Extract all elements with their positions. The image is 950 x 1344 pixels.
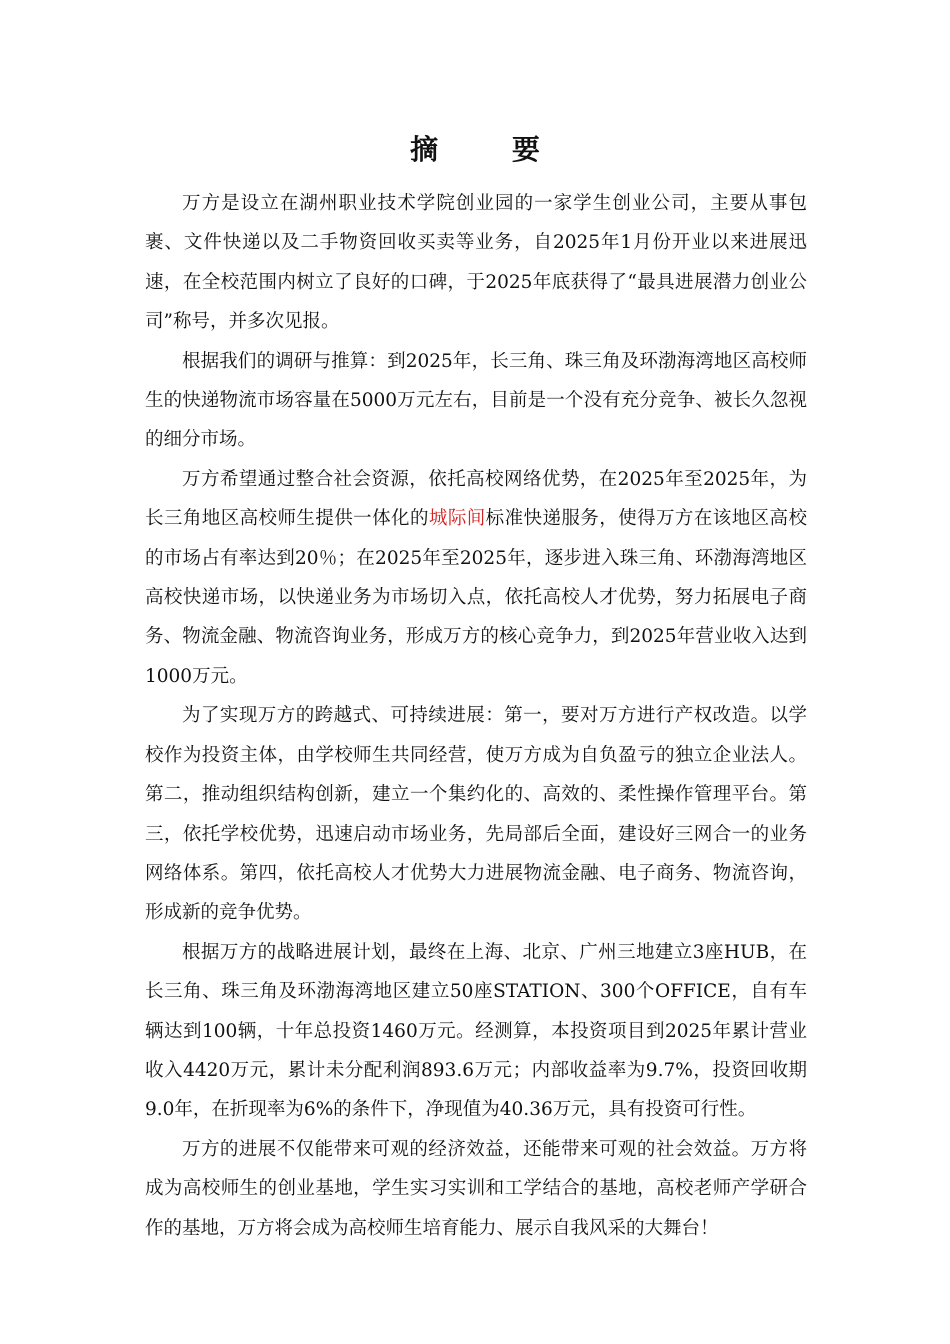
highlighted-term: 城际间: [428, 508, 486, 530]
paragraph-goals-part-1: 万方希望通过整合社会资源，依托高校网络优势，在2025年至2025年，为长三角地区高校师生提供一体化的: [145, 468, 807, 530]
paragraph-investment: 根据万方的战略进展计划，最终在上海、北京、广州三地建立3座HUB，在长三角、珠三角及环渤海湾地区建立50座STATION、300个OFFICE，自有车辆达到100辆，十年总投资1460万元。经测算，本投资项目到2025年累计营业收入4420万元，累计未分配利润893.6万元；内部收益率为9.7%，投资回收期9.0年，在折现率为6%的条件下，净现值为40.36万元，具有投资可行性。: [145, 941, 807, 1121]
paragraph-market: 根据我们的调研与推算：到2025年，长三角、珠三角及环渤海湾地区高校师生的快递物流市场容量在5000万元左右，目前是一个没有充分竞争、被长久忽视的细分市场。: [145, 350, 807, 451]
abstract-body: [145, 184, 807, 1248]
paragraph-goals-part-2: 标准快递服务，使得万方在该地区高校的市场占有率达到20％；在2025年至2025年，逐步进入珠三角、环渤海湾地区高校快递市场，以快递业务为市场切入点，依托高校人才优势，努力拓展电子商务、物流金融、物流咨询业务，形成万方的核心竞争力，到2025年营业收入达到1000万元。: [145, 508, 807, 687]
paragraph-strategy: 为了实现万方的跨越式、可持续进展：第一，要对万方进行产权改造。以学校作为投资主体，由学校师生共同经营，使万方成为自负盈亏的独立企业法人。第二，推动组织结构创新，建立一个集约化的、高效的、柔性操作管理平台。第三，依托学校优势，迅速启动市场业务，先局部后全面，建设好三网合一的业务网络体系。第四，依托高校人才优势大力进展物流金融、电子商务、物流咨询，形成新的竞争优势。: [145, 705, 807, 924]
paragraph-benefits: 万方的进展不仅能带来可观的经济效益，还能带来可观的社会效益。万方将成为高校师生的创业基地，学生实习实训和工学结合的基地，高校老师产学研合作的基地，万方将会成为高校师生培育能力、展示自我风采的大舞台！: [145, 1138, 807, 1239]
paragraph-goals: [145, 460, 807, 696]
paragraph-intro: 万方是设立在湖州职业技术学院创业园的一家学生创业公司，主要从事包裹、文件快递以及二手物资回收买卖等业务，自2025年1月份开业以来进展迅速，在全校范围内树立了良好的口碑，于2025年底获得了“最具进展潜力创业公司”称号，并多次见报。: [145, 193, 807, 333]
page-title: 摘 要: [410, 133, 572, 166]
